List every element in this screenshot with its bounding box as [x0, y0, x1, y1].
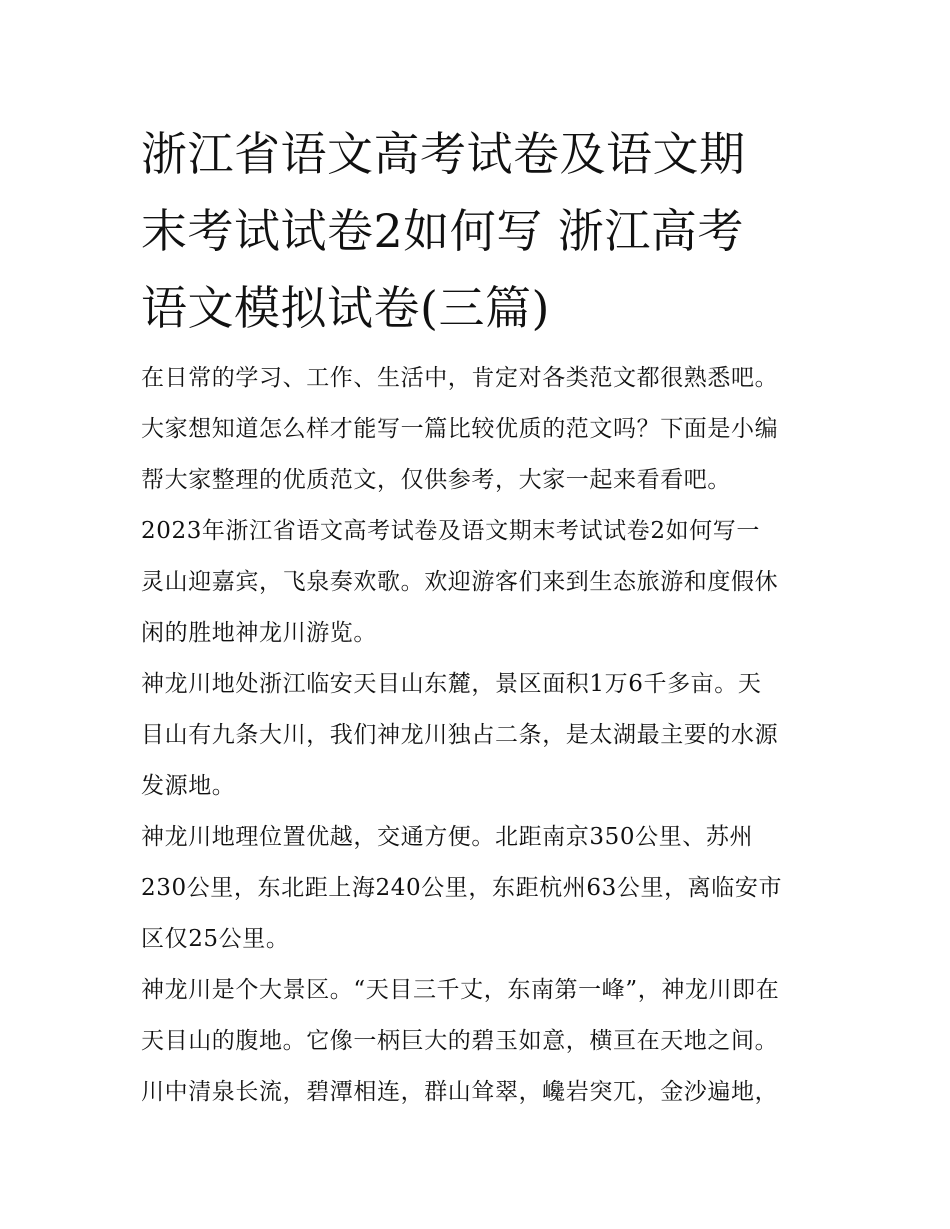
body-line: 大家想知道怎么样才能写一篇比较优质的范文吗？下面是小编	[141, 416, 779, 442]
body-line: 神龙川地处浙江临安天目山东麓，景区面积1万6千多亩。天	[141, 671, 762, 697]
document-body	[141, 353, 821, 1118]
body-line: 灵山迎嘉宾，飞泉奏欢歌。欢迎游客们来到生态旅游和度假休	[141, 569, 779, 595]
body-line: 天目山的腹地。它像一柄巨大的碧玉如意，横亘在天地之间。	[141, 1028, 779, 1054]
body-line: 2023年浙江省语文高考试卷及语文期末考试试卷2如何写一	[141, 518, 760, 544]
body-line: 闲的胜地神龙川游览。	[141, 620, 377, 646]
title-line: 语文模拟试卷(三篇)	[141, 281, 550, 335]
body-line: 在日常的学习、工作、生活中，肯定对各类范文都很熟悉吧。	[141, 365, 779, 391]
title-line: 末考试试卷2如何写 浙江高考	[141, 204, 744, 258]
body-line: 神龙川是个大景区。“天目三千丈，东南第一峰”，神龙川即在	[141, 977, 780, 1003]
body-line: 发源地。	[141, 773, 236, 799]
body-line: 目山有九条大川，我们神龙川独占二条，是太湖最主要的水源	[141, 722, 779, 748]
body-line: 神龙川地理位置优越，交通方便。北距南京350公里、苏州	[141, 824, 754, 850]
body-line: 区仅25公里。	[141, 926, 290, 952]
body-line: 帮大家整理的优质范文，仅供参考，大家一起来看看吧。	[141, 467, 731, 493]
title-line: 浙江省语文高考试卷及语文期	[141, 127, 746, 181]
body-line: 川中清泉长流，碧潭相连，群山耸翠，巉岩突兀，金沙遍地，	[141, 1079, 779, 1105]
document-title	[141, 116, 821, 347]
body-line: 230公里，东北距上海240公里，东距杭州63公里，离临安市	[141, 875, 783, 901]
